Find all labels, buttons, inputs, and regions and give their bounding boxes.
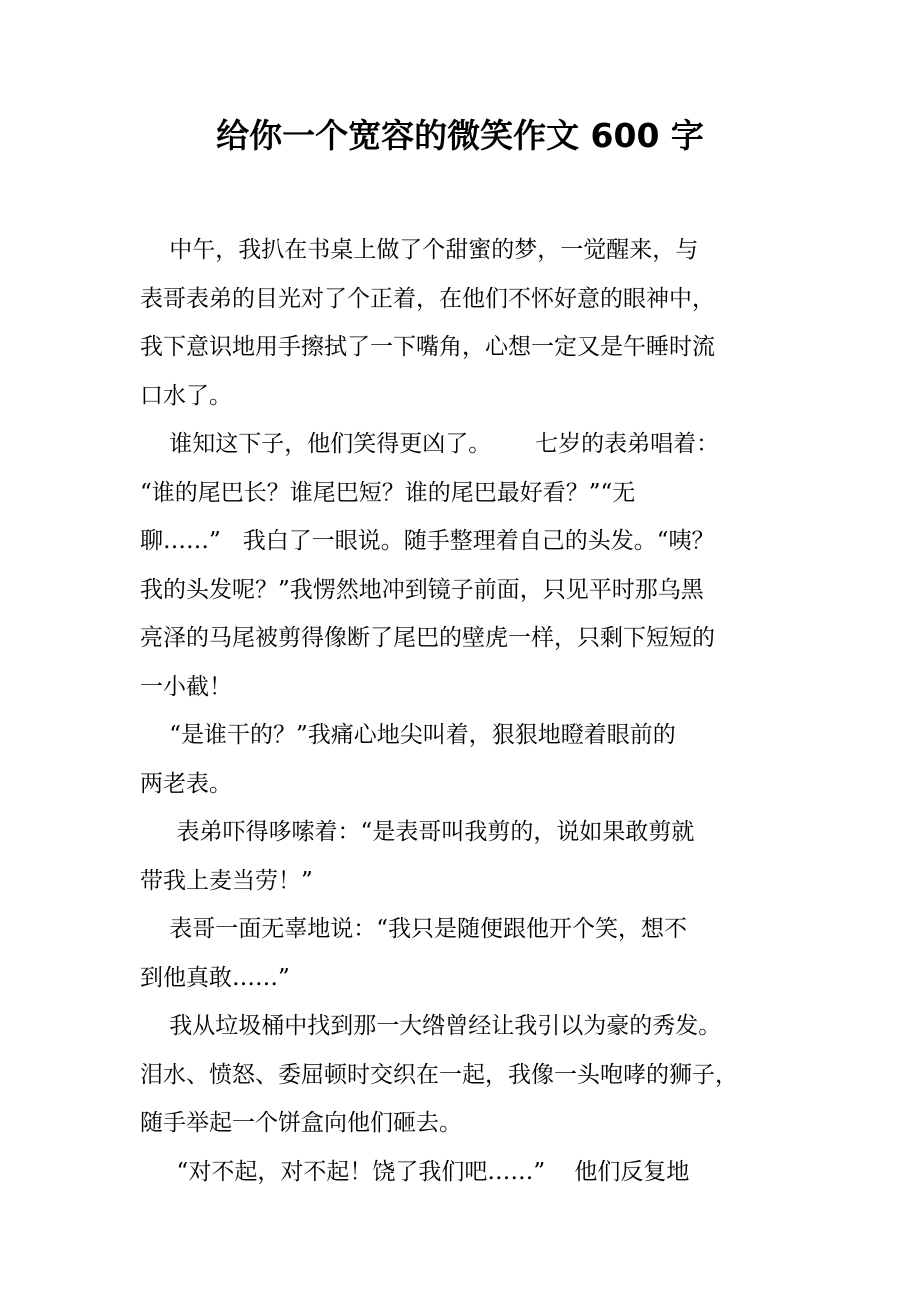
text-line: 谁知这下子，他们笑得更凶了。 七岁的表弟唱着： xyxy=(140,431,720,457)
document-body xyxy=(140,226,780,1196)
text-line: 两老表。 xyxy=(140,770,232,797)
document-title: 给你一个宽容的微笑作文 600 字 xyxy=(216,116,704,155)
text-line: 表弟吓得哆嗦着：“是表哥叫我剪的，说如果敢剪就 xyxy=(140,819,695,845)
text-line: 表哥一面无辜地说：“我只是随便跟他开个笑，想不 xyxy=(140,916,688,942)
text-line: 我从垃圾桶中找到那一大绺曾经让我引以为豪的秀发。 xyxy=(140,1013,722,1039)
text-line: 到他真敢……” xyxy=(140,964,290,991)
text-line: 口水了。 xyxy=(140,382,232,409)
text-line: 亮泽的马尾被剪得像断了尾巴的壁虎一样，只剩下短短的 xyxy=(140,625,715,651)
text-line: 我下意识地用手擦拭了一下嘴角，心想一定又是午睡时流 xyxy=(140,334,715,360)
text-line: 泪水、愤怒、委屈顿时交织在一起，我像一头咆哮的狮子， xyxy=(140,1061,738,1088)
text-line: 我的头发呢？”我愣然地冲到镜子前面，只见平时那乌黑 xyxy=(140,576,704,603)
text-line: 带我上麦当劳！” xyxy=(140,867,313,894)
text-line: “谁的尾巴长？谁尾巴短？谁的尾巴最好看？”“无 xyxy=(140,479,636,506)
text-line: 表哥表弟的目光对了个正着，在他们不怀好意的眼神中， xyxy=(140,285,715,312)
text-line: 聊……” 我白了一眼说。随手整理着自己的头发。“咦？ xyxy=(140,528,715,554)
text-line: “对不起，对不起！饶了我们吧……” 他们反复地 xyxy=(140,1158,690,1185)
text-line: “是谁干的？”我痛心地尖叫着，狠狠地瞪着眼前的 xyxy=(140,722,676,748)
text-line: 中午，我扒在书桌上做了个甜蜜的梦，一觉醒来，与 xyxy=(140,237,699,263)
text-line: 一小截！ xyxy=(140,673,232,700)
text-line: 随手举起一个饼盒向他们砸去。 xyxy=(140,1110,462,1136)
